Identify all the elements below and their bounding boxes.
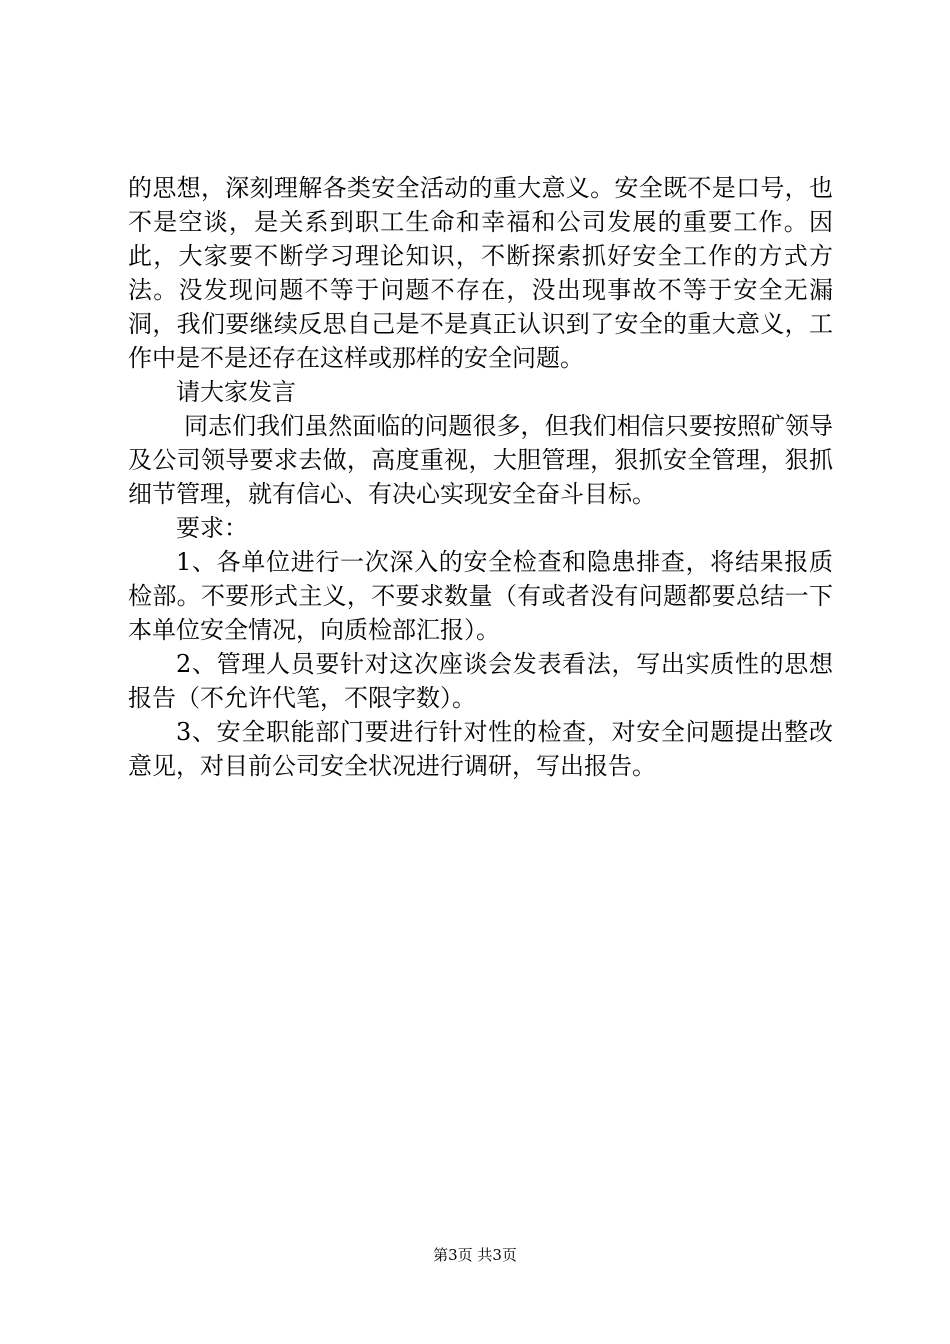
document-body bbox=[128, 171, 833, 783]
paragraph-intro: 的思想，深刻理解各类安全活动的重大意义。安全既不是口号，也不是空谈，是关系到职工生命和幸福和公司发展的重要工作。因此，大家要不断学习理论知识，不断探索抓好安全工作的方式方法。没发现问题不等于问题不存在，没出现事故不等于安全无漏洞，我们要继续反思自己是不是真正认识到了安全的重大意义，工作中是不是还存在这样或那样的安全问题。 bbox=[128, 174, 833, 372]
paragraph-encouragement: 同志们我们虽然面临的问题很多，但我们相信只要按照矿领导及公司领导要求去做，高度重视，大胆管理，狠抓安全管理，狠抓细节管理，就有信心、有决心实现安全奋斗目标。 bbox=[128, 412, 833, 508]
page-footer: 第3页 共3页 bbox=[433, 1246, 517, 1264]
paragraph-requirements-heading: 要求： bbox=[176, 514, 248, 542]
requirement-item-3: 3、安全职能部门要进行针对性的检查，对安全问题提出整改意见，对目前公司安全状况进行调研，写出报告。 bbox=[128, 718, 833, 780]
requirement-item-2: 2、管理人员要针对这次座谈会发表看法，写出实质性的思想报告（不允许代笔，不限字数）。 bbox=[128, 650, 833, 712]
paragraph-invite-speak: 请大家发言 bbox=[176, 378, 296, 406]
requirement-item-1: 1、各单位进行一次深入的安全检查和隐患排查，将结果报质检部。不要形式主义，不要求数量（有或者没有问题都要总结一下本单位安全情况，向质检部汇报）。 bbox=[128, 548, 833, 644]
